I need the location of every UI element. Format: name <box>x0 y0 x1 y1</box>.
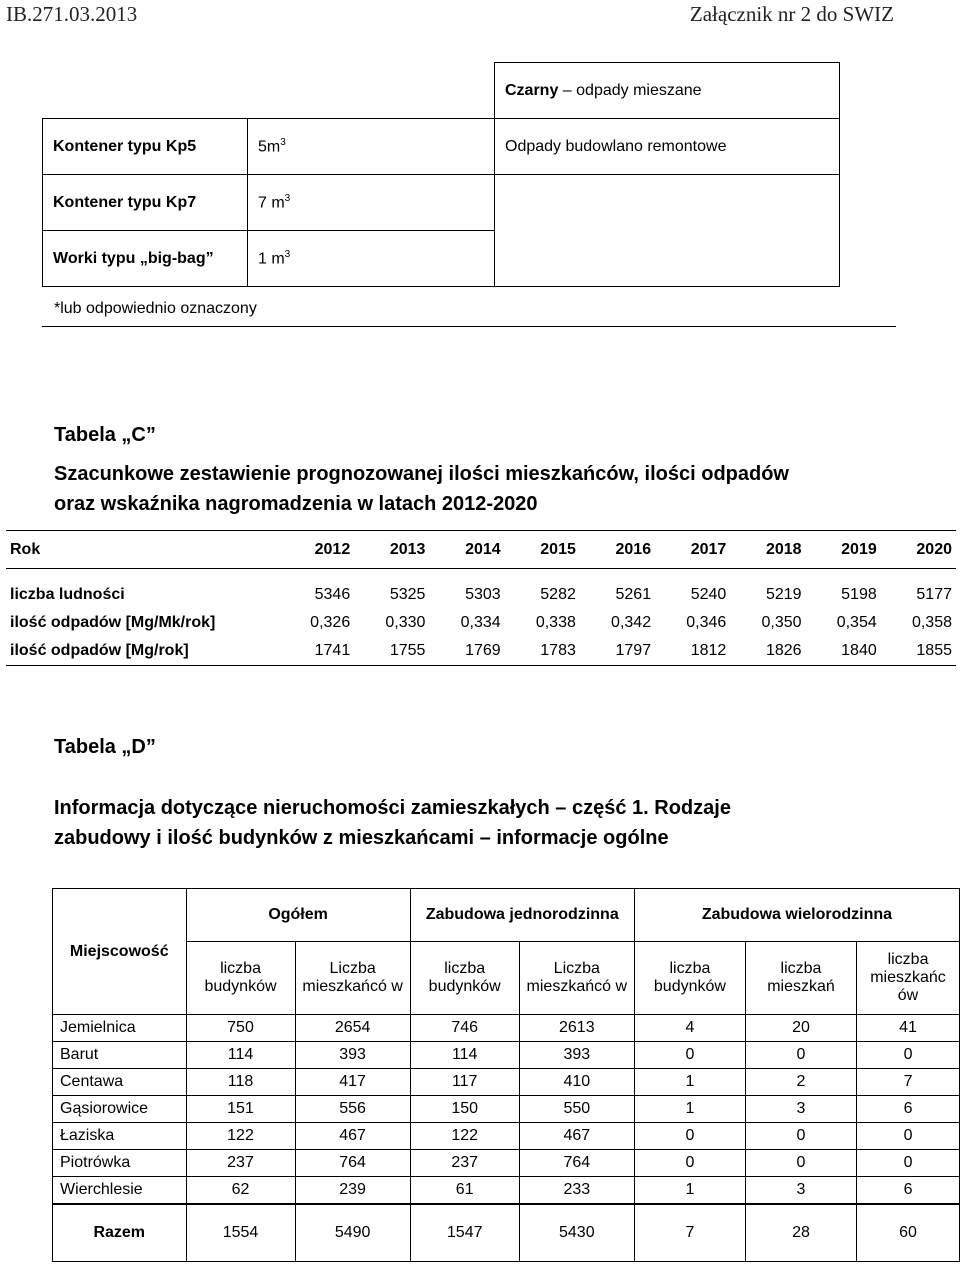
col-place: Miejscowość <box>53 889 187 1015</box>
divider <box>42 326 896 327</box>
buildings-table <box>52 888 960 1262</box>
forecast-table <box>6 530 956 666</box>
containers-table <box>42 62 840 287</box>
container-name: Kontener typu Kp7 <box>43 175 248 231</box>
table-c-subtitle: Szacunkowe zestawienie prognozowanej ilości mieszkańców, ilości odpadów <box>54 463 789 485</box>
table-total-row: Razem 1554 5490 1547 5430 7 28 60 <box>53 1204 960 1262</box>
container-color-cell: Czarny – odpady mieszane <box>495 63 840 119</box>
table-row: Centawa 118 417 117 410 1 2 7 <box>53 1069 960 1096</box>
table-d-subtitle: Informacja dotyczące nieruchomości zamieszkałych – część 1. Rodzaje <box>54 797 731 819</box>
table-d-subtitle-2: zabudowy i ilość budynków z mieszkańcami – informacje ogólne <box>54 827 669 849</box>
group-total: Ogółem <box>186 889 410 942</box>
table-row: Barut 114 393 114 393 0 0 0 <box>53 1042 960 1069</box>
table-row: ilość odpadów [Mg/Mk/rok] 0,326 0,330 0,334 0,338 0,342 0,346 0,350 0,354 0,358 <box>10 614 952 631</box>
table-row: Piotrówka 237 764 237 764 0 0 0 <box>53 1150 960 1177</box>
group-single: Zabudowa jednorodzinna <box>410 889 634 942</box>
table-row <box>43 175 840 231</box>
table-row: ilość odpadów [Mg/rok] 1741 1755 1769 1783 1797 1812 1826 1840 1855 <box>6 637 956 666</box>
footnote: *lub odpowiednio oznaczony <box>54 300 257 317</box>
table-row: Łaziska 122 467 122 467 0 0 0 <box>53 1123 960 1150</box>
container-desc: Odpady budowlano remontowe <box>495 119 840 175</box>
table-header-row <box>53 889 960 942</box>
table-header-row: Rok 2012 2013 2014 2015 2016 2017 2018 2019 2020 <box>6 531 956 569</box>
group-multi: Zabudowa wielorodzinna <box>634 889 959 942</box>
container-name: Kontener typu Kp5 <box>43 119 248 175</box>
table-row: Gąsiorowice 151 556 150 550 1 3 6 <box>53 1096 960 1123</box>
container-name: Worki typu „big-bag” <box>43 231 248 287</box>
container-desc <box>495 175 840 287</box>
container-volume: 1 $m^3$ <box>248 231 495 287</box>
container-volume: 7 $m^3$ <box>248 175 495 231</box>
table-row <box>43 63 840 119</box>
attachment-label: Załącznik nr 2 do SWIZ <box>689 2 894 26</box>
doc-reference: IB.271.03.2013 <box>6 2 138 26</box>
table-d-title: Tabela „D” <box>54 736 156 758</box>
table-c-subtitle-2: oraz wskaźnika nagromadzenia w latach 2012-2020 <box>54 493 538 515</box>
table-row: Wierchlesie 62 239 61 233 1 3 6 <box>53 1177 960 1205</box>
table-row: liczba ludności 5346 5325 5303 5282 5261 5240 5219 5198 5177 <box>10 586 952 603</box>
table-row: Jemielnica 750 2654 746 2613 4 20 41 <box>53 1015 960 1042</box>
table-row <box>43 119 840 175</box>
table-c-title: Tabela „C” <box>54 424 156 446</box>
container-volume: $5m^3$ <box>248 119 495 175</box>
table-subheader-row: liczba budynków Liczba mieszkańcó w liczba budynków Liczba mieszkańcó w liczba budynków liczba mieszkań liczba mieszkańc ów <box>53 942 960 1015</box>
